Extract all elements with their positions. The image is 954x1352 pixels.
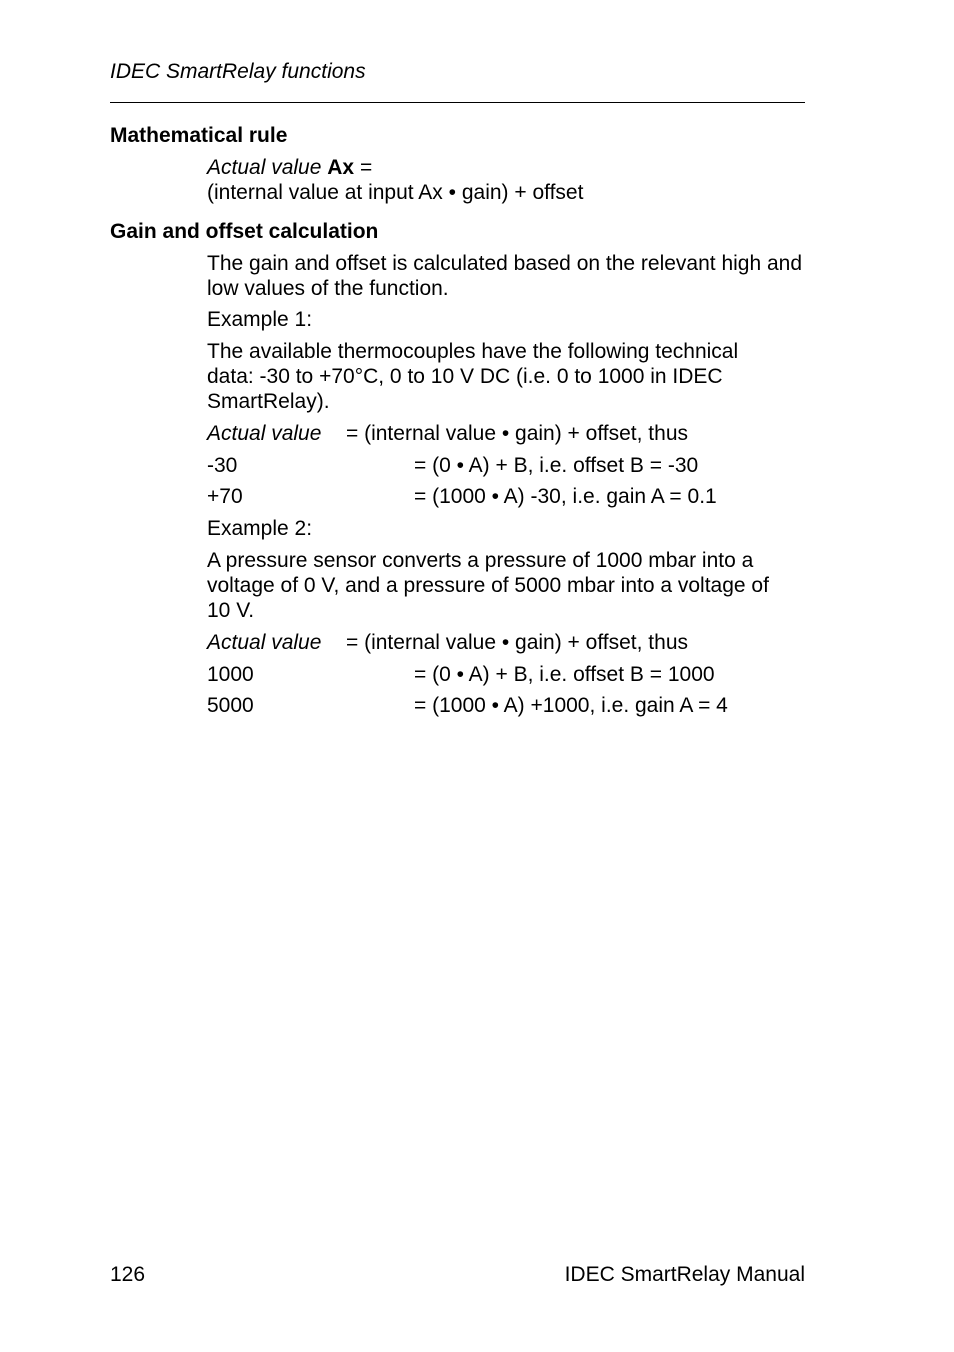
ax-label: Ax bbox=[327, 156, 355, 179]
example-1-description-line-3: SmartRelay). bbox=[207, 390, 330, 413]
example-2-row-2-right: = (1000 • A) +1000, i.e. gain A = 4 bbox=[414, 694, 728, 717]
example-2-description-line-1: A pressure sensor converts a pressure of 1000 mbar into a bbox=[207, 549, 754, 572]
example-2-formula: = (internal value • gain) + offset, thus bbox=[346, 631, 688, 654]
manual-title: IDEC SmartRelay Manual bbox=[564, 1263, 805, 1286]
page-number: 126 bbox=[110, 1263, 146, 1286]
example-1-row-1-left: -30 bbox=[207, 454, 238, 477]
example-1-label: Example 1: bbox=[207, 308, 313, 331]
example-2-formula-label: Actual value bbox=[207, 631, 322, 654]
section-heading-mathematical-rule: Mathematical rule bbox=[110, 124, 288, 147]
example-1-description-line-2: data: -30 to +70°C, 0 to 10 V DC (i.e. 0 to 1000 in IDEC bbox=[207, 365, 723, 388]
example-2-row-1-left: 1000 bbox=[207, 663, 254, 686]
equals-sign: = bbox=[354, 156, 373, 179]
running-header: IDEC SmartRelay functions bbox=[110, 60, 366, 83]
math-rule-line-1 bbox=[207, 155, 372, 180]
gain-offset-intro: The gain and offset is calculated based on the relevant high and low values of the function. bbox=[207, 252, 803, 300]
header-divider bbox=[110, 102, 805, 103]
example-1-formula: = (internal value • gain) + offset, thus bbox=[346, 422, 688, 445]
example-2-description-line-3: 10 V. bbox=[207, 599, 255, 622]
example-1-formula-label: Actual value bbox=[207, 422, 322, 445]
example-1-row-1-right: = (0 • A) + B, i.e. offset B = -30 bbox=[414, 454, 699, 477]
math-rule-line-2: (internal value at input Ax • gain) + offset bbox=[207, 181, 584, 204]
example-1-row-2-right: = (1000 • A) -30, i.e. gain A = 0.1 bbox=[414, 485, 717, 508]
example-1-description-line-1: The available thermocouples have the following technical bbox=[207, 340, 739, 363]
example-2-label: Example 2: bbox=[207, 517, 313, 540]
actual-value-label: Actual value bbox=[207, 156, 322, 179]
example-2-description-line-2: voltage of 0 V, and a pressure of 5000 mbar into a voltage of bbox=[207, 574, 769, 597]
section-heading-gain-offset: Gain and offset calculation bbox=[110, 220, 379, 243]
example-2-row-2-left: 5000 bbox=[207, 694, 254, 717]
example-2-row-1-right: = (0 • A) + B, i.e. offset B = 1000 bbox=[414, 663, 715, 686]
example-1-row-2-left: +70 bbox=[207, 485, 243, 508]
